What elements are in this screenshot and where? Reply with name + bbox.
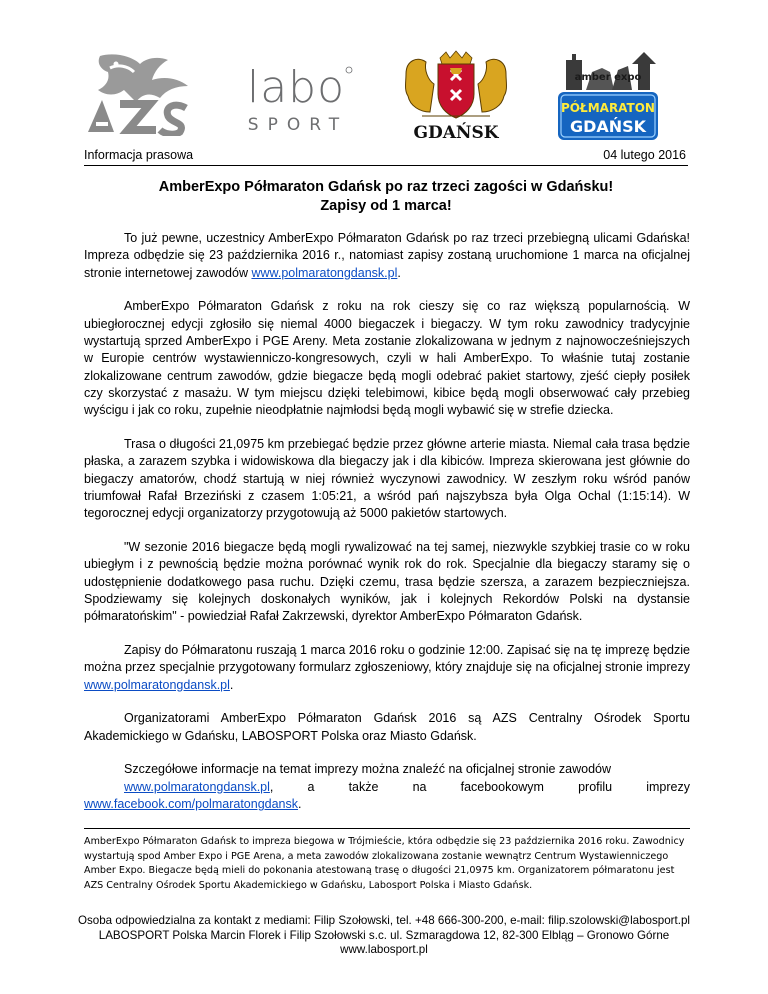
azs-logo (80, 50, 196, 136)
press-label: Informacja prasowa (84, 148, 194, 162)
contact-info (40, 914, 728, 958)
contact-line-1: Osoba odpowiedzialna za kontakt z mediami: Filip Szołowski, tel. +48 666-300-200, e-mail: filip.szolowski@labosport.pl (77, 914, 691, 927)
paragraph-7-text: Szczegółowe informacje na temat imprezy można znaleźć na oficjalnej stronie zawodów (124, 762, 612, 777)
paragraph-7-end: . (298, 797, 302, 812)
labo-sport-logo (236, 50, 360, 136)
paragraph-1-end: . (397, 265, 401, 280)
press-header (84, 147, 688, 166)
headline-line-1: AmberExpo Półmaraton Gdańsk po raz trzeci zagości w Gdańsku! (158, 179, 614, 195)
polmaraton-logo-top: amber expo (574, 72, 642, 83)
labo-logo-top: labo (246, 62, 346, 113)
article-body (84, 230, 690, 830)
paragraph-7-mid: , a także na facebookowym profilu imprezy (269, 779, 690, 794)
polmaraton-website-link-2[interactable]: www.polmaratongdansk.pl (84, 677, 230, 692)
paragraph-6: Organizatorami AmberExpo Półmaraton Gdańsk 2016 są AZS Centralny Ośrodek Sportu Akademickiego w Gdańsku, LABOSPORT Polska oraz Miasto Gdańsk. (84, 711, 690, 743)
footer-note: AmberExpo Półmaraton Gdańsk to impreza biegowa w Trójmieście, która odbędzie się 23 października 2016 roku. Zawodnicy wystartują spod Amber Expo i PGE Arena, a meta zawodów zlokalizowana zostanie wewnątrz Centrum Wystawienniczego Amber Expo. Biegacze będą mieli do pokonania atestowaną trasę o długości 21,0975 km. Organizatorem półmaratonu jest AZS Centralny Ośrodek Sportu Akademickiego w Gdańsku, Labosport Polska i Miasto Gdańsk. (84, 828, 690, 893)
facebook-profile-link[interactable]: www.facebook.com/polmaratongdansk (84, 797, 299, 812)
labo-logo-bottom: SPORT (247, 115, 349, 135)
gdansk-logo-text: GDAŃSK (413, 123, 499, 142)
polmaraton-logo-bottom: GDAŃSK (569, 117, 647, 136)
polmaraton-gdansk-logo (552, 50, 664, 142)
azs-logo-text: AZS (94, 124, 96, 125)
contact-line-3: www.labosport.pl (340, 943, 428, 956)
press-date: 04 lutego 2016 (603, 148, 686, 162)
contact-line-2: LABOSPORT Polska Marcin Florek i Filip Szołowski s.c. ul. Szmaragdowa 12, 82-300 Elbląg – Gronowo Górne (98, 928, 670, 942)
paragraph-3: Trasa o długości 21,0975 km przebiegać będzie przez główne arterie miasta. Niemal cała trasa będzie płaska, a zarazem szybka i widowiskowa dla biegaczy jak i dla kibiców. Impreza skierowana jest głównie do biegaczy amatorów, chodź startują w niej również wyczynowi zawodnicy. W zeszłym roku wśród panów triumfował Rafał Brzeziński z czasem 1:05:21, a wśród pań najszybsza była Olga Ochal (1:15:14). W tegorocznej edycji organizatorzy przygotowują aż 5000 pakietów startowych. (84, 436, 690, 521)
gdansk-coat-of-arms (400, 50, 512, 142)
paragraph-4: "W sezonie 2016 biegacze będą mogli rywalizować na tej samej, niezwykle szybkiej trasie co w roku ubiegłym i z pewnością będzie można porównać wynik rok do rok. Specjalnie dla biegaczy staramy się o udostępnienie dodatkowego pasa ruchu. Dzięki czemu, trasa będzie szersza, a zarazem bezpieczniejsza. Spodziewamy się kolejnych doskonałych wyników, jak i kolejnych Rekordów Polski na dystansie półmaratońskim" - powiedział Rafał Zakrzewski, dyrektor AmberExpo Półmaraton Gdańsk. (84, 539, 690, 624)
paragraph-7 (84, 761, 690, 813)
polmaraton-website-link[interactable]: www.polmaratongdansk.pl (251, 265, 398, 280)
headline-line-2: Zapisy od 1 marca! (320, 198, 452, 214)
paragraph-5-text: Zapisy do Półmaratonu ruszają 1 marca 2016 roku o godzinie 12:00. Zapisać się na tę imprezę będzie można przez specjalnie przygotowany formularz zgłoszeniowy, który znajduje się na oficjalnej stronie imprezy (84, 642, 690, 675)
paragraph-1 (84, 230, 690, 282)
headline (84, 178, 688, 216)
logo-bar (78, 50, 690, 142)
polmaraton-logo-mid: PÓŁMARATON (561, 101, 655, 115)
paragraph-5 (84, 642, 690, 694)
paragraph-2: AmberExpo Półmaraton Gdańsk z roku na rok cieszy się co raz większą popularnością. W ubiegłorocznej edycji zgłosiło się niemal 4000 biegaczek i biegaczy. W tym roku zawodnicy tradycyjnie wystartują sprzed AmberExpo i PGE Areny. Meta zostanie zlokalizowana w jednym z najnowocześniejszych w Europie centrów wystawienniczo-kongresowych, czyli w hali AmberExpo. To właśnie tutaj zostanie zlokalizowane centrum zawodów, gdzie biegacze będą mogli odebrać pakiet startowy, zjeść ciepły posiłek czy skorzystać z masażu. W tym miejscu dzięki telebimowi, kibice będą mogli obserwować cały przebieg wyścigu i jak co roku, zupełnie nieodpłatnie najmłodsi będą mogli wybawić się w strefie dziecka. (84, 299, 690, 418)
paragraph-1-text: To już pewne, uczestnicy AmberExpo Półmaraton Gdańsk po raz trzeci przebiegną ulicami Gdańska! Impreza odbędzie się 23 października 2016 r., natomiast zapisy zostaną uruchomione 1 marca na oficjalnej stronie internetowej zawodów (84, 231, 690, 280)
paragraph-5-end: . (229, 677, 234, 692)
polmaraton-website-link-3[interactable]: www.polmaratongdansk.pl (124, 779, 270, 794)
